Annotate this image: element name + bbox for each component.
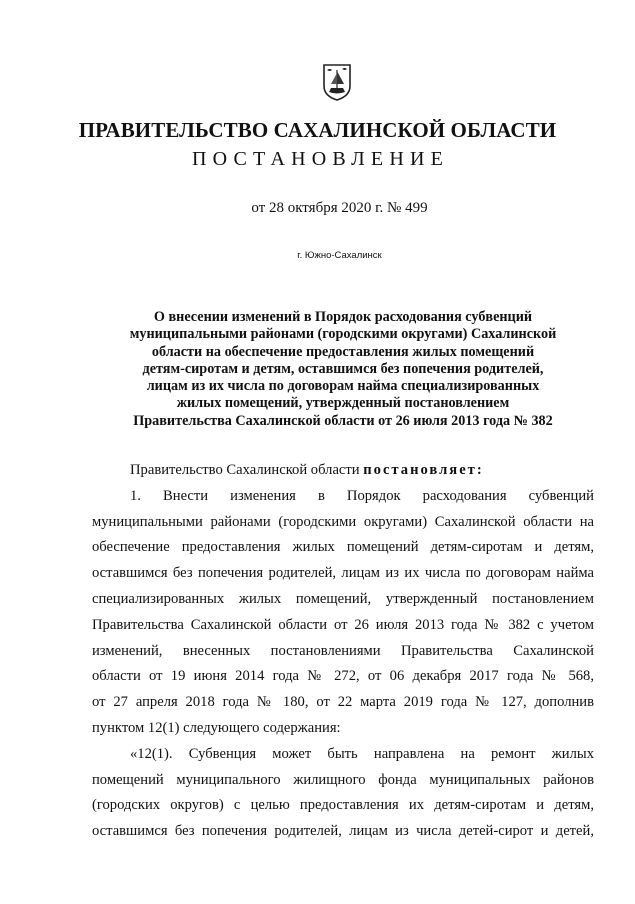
title-line: муниципальными районами (городскими округами) Сахалинской xyxy=(129,326,557,343)
preamble-text: Правительство Сахалинской области xyxy=(130,462,364,478)
paragraph-1-line: обеспечение предоставления жилых помещений детям-сиротам и детям, xyxy=(92,539,594,556)
paragraph-2-line: (городских округов) с целью предоставления их детям-сиротам и детям, xyxy=(92,797,594,814)
title-line: жилых помещений, утвержденный постановлением xyxy=(176,395,510,412)
document-title xyxy=(110,309,576,430)
paragraph-1-line: муниципальными районами (городскими округами) Сахалинской области на xyxy=(92,513,594,530)
paragraph-1-line: пунктом 12(1) следующего содержания: xyxy=(92,719,341,736)
preamble-keyword: постановляет: xyxy=(363,462,484,478)
title-line: О внесении изменений в Порядок расходования субвенций xyxy=(153,309,533,325)
paragraph-2-line: «12(1). Субвенция может быть направлена на ремонт жилых xyxy=(130,745,594,762)
coat-of-arms-icon xyxy=(321,62,353,102)
paragraph-2-line: помещений муниципального жилищного фонда муниципальных районов xyxy=(92,771,594,788)
document-date-number: от 28 октября 2020 г. № 499 xyxy=(251,200,428,216)
paragraph-1-line: оставшимся без попечения родителей, лицам из их числа по договорам найма xyxy=(92,565,594,582)
paragraph-1-line: изменений, внесенных постановлениями Правительства Сахалинской xyxy=(92,642,594,659)
paragraph-1-line: области от 19 июня 2014 года № 272, от 06 декабря 2017 года № 568, xyxy=(92,668,594,685)
paragraph-1-line: специализированных жилых помещений, утвержденный постановлением xyxy=(92,590,594,607)
title-line: Правительства Сахалинской области от 26 июля 2013 года № 382 xyxy=(133,412,553,429)
organization-name: ПРАВИТЕЛЬСТВО САХАЛИНСКОЙ ОБЛАСТИ xyxy=(78,118,557,142)
document-city: г. Южно-Сахалинск xyxy=(297,250,382,261)
document-body xyxy=(92,458,594,845)
title-line: лицам из их числа по договорам найма специализированных xyxy=(146,378,540,395)
paragraph-1-line: Правительства Сахалинской области от 26 июля 2013 года № 382 с учетом xyxy=(92,616,594,633)
paragraph-1-line: 1. Внести изменения в Порядок расходования субвенций xyxy=(130,487,594,504)
paragraph-1-line: от 27 апреля 2018 года № 180, от 22 марта 2019 года № 127, дополнив xyxy=(92,694,594,711)
paragraph-2-line: оставшимся без попечения родителей, лицам из числа детей-сирот и детей, xyxy=(92,823,594,840)
title-line: области на обеспечение предоставления жилых помещений xyxy=(151,343,535,360)
title-line: детям-сиротам и детям, оставшимся без попечения родителей, xyxy=(142,360,544,377)
document-type: ПОСТАНОВЛЕНИЕ xyxy=(191,148,450,170)
preamble xyxy=(92,458,594,484)
